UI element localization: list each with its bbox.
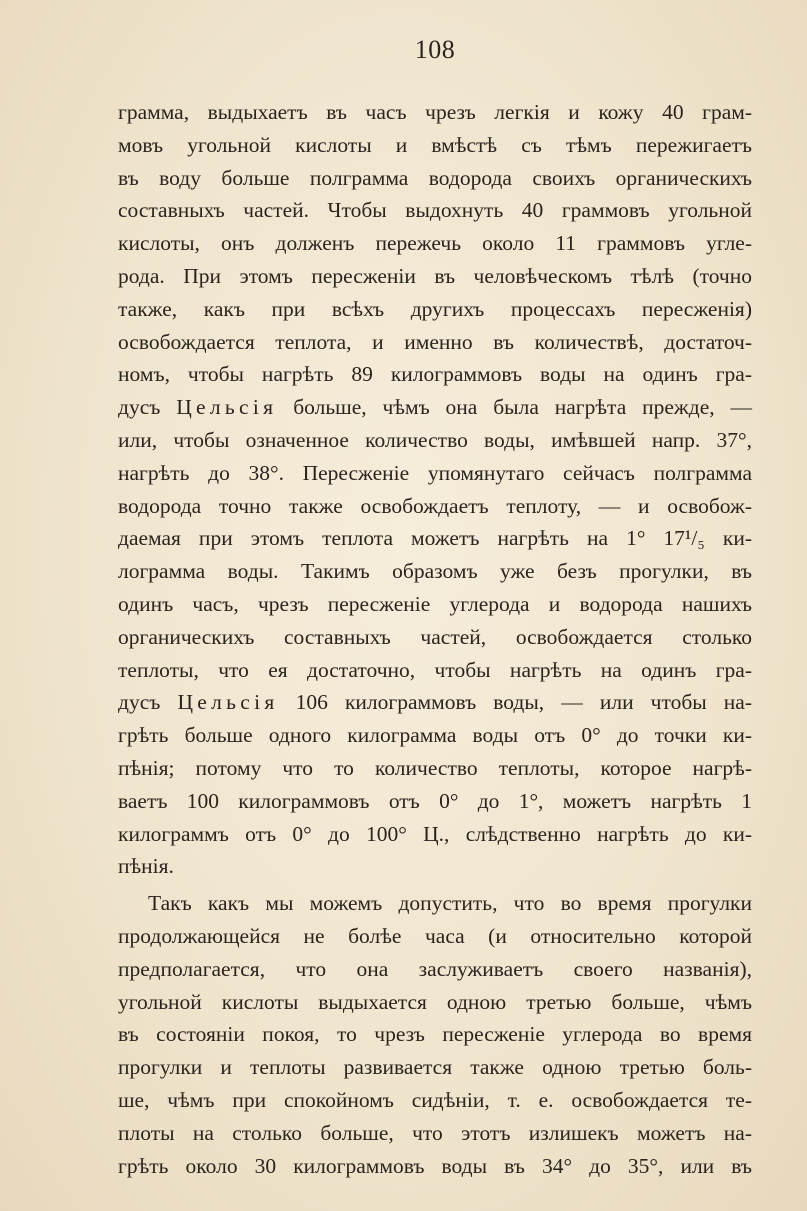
text-line: лограмма воды. Такимъ образомъ уже безъ прогулки, въ bbox=[118, 559, 752, 584]
text-line: угольной кислоты выдыхается одною третью больше, чѣмъ bbox=[118, 989, 752, 1014]
text-line: грѣть около 30 килограммовъ воды въ 34° до 35°, или въ bbox=[118, 1153, 752, 1178]
text-segment: 106 килограммовъ воды, — или чтобы на- bbox=[278, 690, 752, 715]
text-line: пѣнія. bbox=[118, 854, 174, 879]
text-line: органическихъ составныхъ частей, освобождается столько bbox=[118, 624, 752, 649]
text-line: килограммъ отъ 0° до 100° Ц., слѣдственно нагрѣть до ки- bbox=[118, 821, 752, 846]
text-line: даемая при этомъ теплота можетъ нагрѣть на 1° 17¹/₅ ки- bbox=[118, 526, 752, 551]
text-line: или, чтобы означенное количество воды, имѣвшей напр. 37°, bbox=[118, 427, 752, 452]
text-line: ше, чѣмъ при спокойномъ сидѣніи, т. е. освобождается те- bbox=[118, 1087, 752, 1112]
text-line: Такъ какъ мы можемъ допустить, что во время прогулки bbox=[148, 891, 752, 916]
text-line: въ воду больше полграмма водорода своихъ органическихъ bbox=[118, 165, 752, 190]
text-line: плоты на столько больше, что этотъ излишекъ можетъ на- bbox=[118, 1120, 752, 1145]
text-line: одинъ часъ, чрезъ пересженіе углерода и водорода нашихъ bbox=[118, 591, 752, 616]
text-line bbox=[118, 391, 752, 424]
text-line: освобождается теплота, и именно въ количествѣ, достаточ- bbox=[118, 329, 752, 354]
paragraph bbox=[118, 96, 752, 883]
text-line: теплоты, что ея достаточно, чтобы нагрѣть на одинъ гра- bbox=[118, 657, 752, 682]
text-line: водорода точно также освобождаетъ теплоту, — и освобож- bbox=[118, 493, 752, 518]
text-line: кислоты, онъ долженъ пережечь около 11 граммовъ угле- bbox=[118, 231, 752, 256]
text-segment: больше, чѣмъ она была нагрѣта прежде, — bbox=[277, 395, 752, 420]
text-segment: дусъ bbox=[118, 690, 178, 715]
text-line: прогулки и теплоты развивается также одною третью боль- bbox=[118, 1055, 752, 1080]
text-line: въ состояніи покоя, то чрезъ пересженіе углерода во время bbox=[118, 1022, 752, 1047]
text-line: также, какъ при всѣхъ другихъ процессахъ пересженія) bbox=[118, 296, 752, 321]
text-line: нагрѣть до 38°. Пересженіе упомянутаго сейчасъ полграмма bbox=[118, 460, 752, 485]
paragraph bbox=[118, 887, 752, 1182]
body-text bbox=[118, 96, 752, 1182]
text-line: составныхъ частей. Чтобы выдохнуть 40 граммовъ угольной bbox=[118, 198, 752, 223]
text-line: грамма, выдыхаетъ въ часъ чрезъ легкія и кожу 40 грам- bbox=[118, 100, 752, 124]
text-line: рода. При этомъ пересженіи въ человѣческомъ тѣлѣ (точно bbox=[118, 263, 752, 288]
text-line: продолжающейся не болѣе часа (и относительно которой bbox=[118, 923, 752, 948]
page-number: 108 bbox=[414, 35, 456, 64]
text-line: ваетъ 100 килограммовъ отъ 0° до 1°, можетъ нагрѣть 1 bbox=[118, 788, 752, 813]
emphasized-word: Цельсія bbox=[177, 690, 279, 715]
text-line: пѣнія; потому что то количество теплоты, которое нагрѣ- bbox=[118, 755, 752, 780]
text-line: мовъ угольной кислоты и вмѣстѣ съ тѣмъ пережигаетъ bbox=[118, 132, 752, 157]
text-segment: дусъ bbox=[118, 395, 177, 420]
text-line: предполагается, что она заслуживаетъ своего названія), bbox=[118, 956, 752, 981]
text-line bbox=[118, 686, 752, 719]
text-line: номъ, чтобы нагрѣть 89 килограммовъ воды на одинъ гра- bbox=[118, 362, 752, 387]
text-line: грѣть больше одного килограмма воды отъ 0° до точки ки- bbox=[118, 723, 752, 748]
emphasized-word: Цельсія bbox=[176, 395, 278, 420]
